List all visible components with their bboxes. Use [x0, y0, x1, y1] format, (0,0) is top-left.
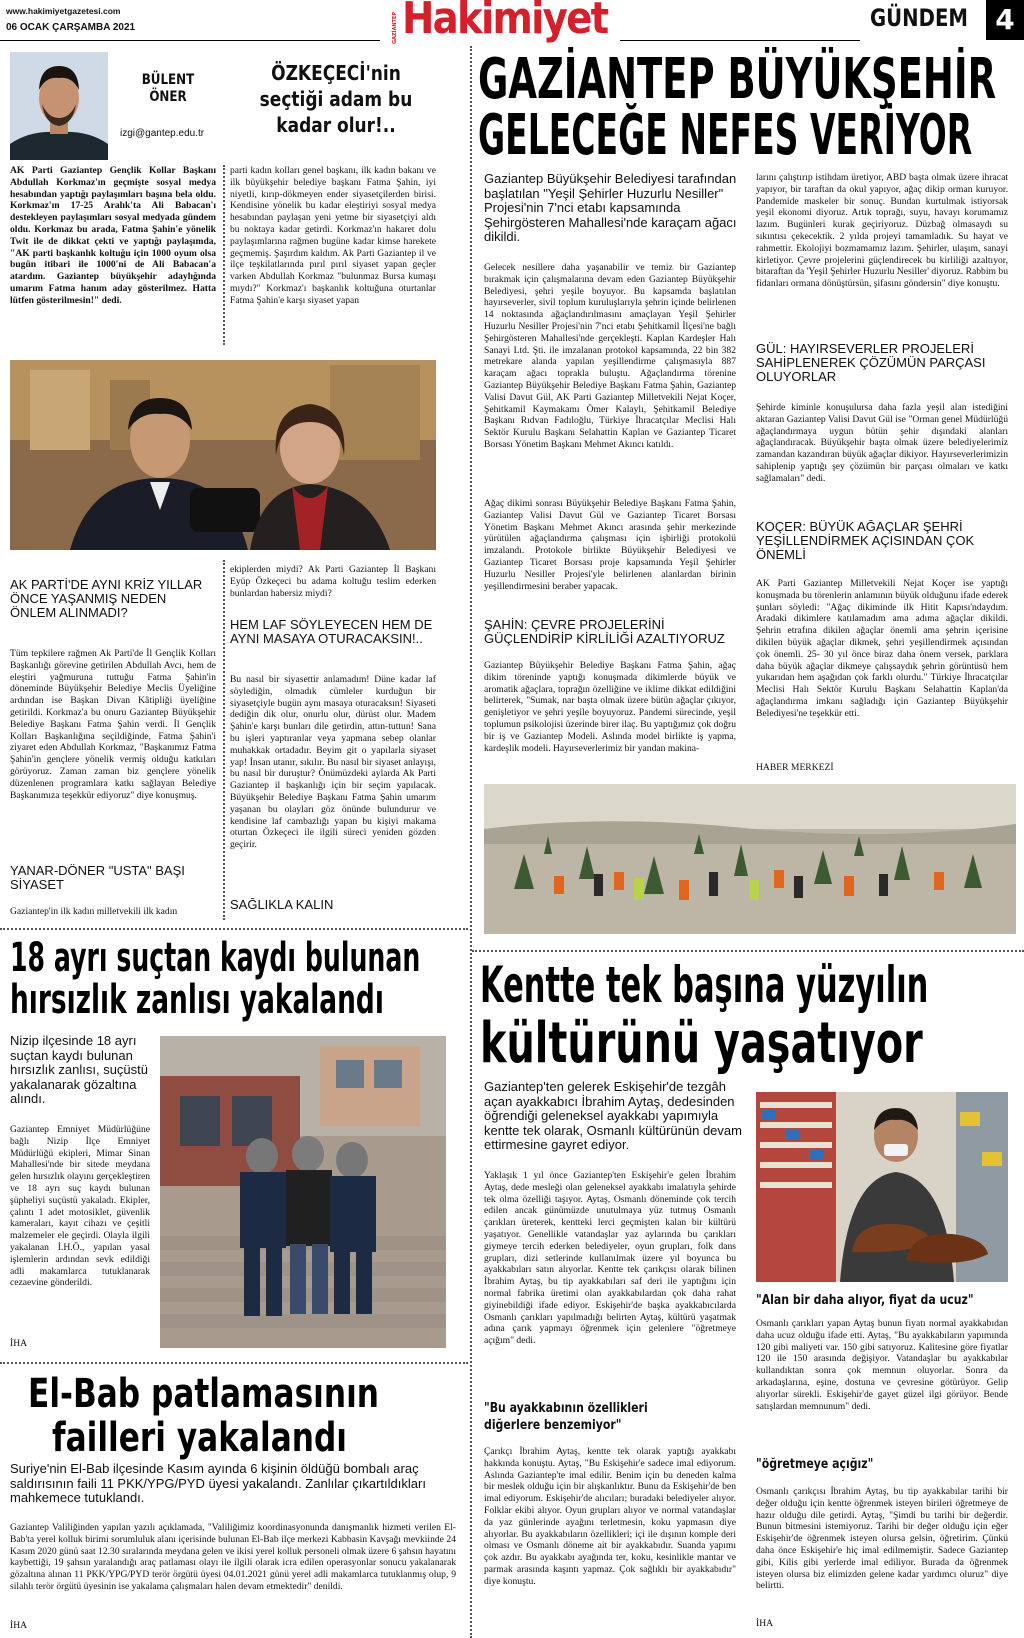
newspaper-logo — [392, 0, 612, 46]
author-email[interactable]: izgi@gantep.edu.tr — [120, 128, 205, 139]
main-headline-1: GAZİANTEP BÜYÜKŞEHİR — [478, 47, 997, 112]
author-first: BÜLENT — [141, 72, 195, 88]
theft-lede: Nizip ilçesinde 18 ayrı suçtan kaydı bulunan hırsızlık zanlısı, suçüstü yakalanarak gözaltına alındı. — [10, 1034, 148, 1107]
column-sign: SAĞLIKLA KALIN — [230, 898, 334, 912]
column-subhead-1: AK PARTİ'DE AYNI KRİZ YILLAR ÖNCE YAŞANMIŞ NEDEN ÖNLEM ALINMADI? — [10, 578, 203, 620]
page-number: 4 — [986, 0, 1024, 40]
bab-headline-1: El-Bab patlamasının — [28, 1371, 379, 1417]
column-photo — [10, 360, 436, 550]
website-url[interactable]: www.hakimiyetgazetesi.com — [6, 6, 121, 16]
main-col1-a: Gelecek nesillere daha yaşanabilir ve temiz bir Gaziantep bırakmak için çalışmalarına devam eden Gaziantep Büyükşehir Belediyesi, şehri yeşile boyuyor. Bu kapsamda başlatılan hayırseverler, sivil toplum kuruluşlarıyla şehrin içinde belirlenen 14 noktasında ağaçlandırılmasını amaçlayan Yeşil Şehirler Huzurlu Nesiller Projesi'nin 7'nci etabı Şehitkamil İlçesi'ne bağlı Şehirgösteren Mahallesi'nde gerçekleşti. Kaplan Kardeşler Halı Sanayi Ltd. Şti. ile imzalanan protokol kapsamında, 22 bin 382 metrekare alanda yapılan yeşillendirme çalışmasıyla 887 karaçam ağacı toprakla buluştu. Ağaçlandırma törenine Gaziantep Büyükşehir Belediye Başkanı Fatma Şahin, Gaziantep Valisi Davut Gül, AK Parti Gaziantep Milletvekili Nejat Koçer, Şehitkamil Kaymakamı Ömer Kalaylı, Şehitkamil Belediye Başkanı Rıdvan Fadıloğlu, Türkiye İhracatçılar Meclisi Halı Sektör Kurulu Başkanı Selahattin Kaplan ve Gaziantep Ticaret Borsası Yönetim Başkanı Mehmet Akıncı katıldı. — [484, 262, 736, 450]
shoe-col2-b: Osmanlı çarıkçısı İbrahim Aytaş, bu tip ayakkabılar tarihi bir değer olduğu için kentte öğrenmek isteyen birileri öğretmeye de hazır olduğu dile getirdi. Aytaş, "Şimdi bu tarihi bir değerdir. Bunun bitmesini istemiyoruz. Tarihi bir değer olduğu için eğer Eskişehir'de öğrenmek isteyen olursa gelsin, öğretirim. Çünkü daha önce Eskişehir'e hiç imal edilmemiştir. Sadece Gaziantep gibi, Kilis gibi yerlerde imal ediliyor. Burada da öğrenmek isteyen olursa biz elimizden gelene kadar yardımcı oluruz" diye belirtti. — [756, 1486, 1008, 1592]
main-col1-c: Gaziantep Büyükşehir Belediye Başkanı Fatma Şahin, ağaç dikim töreninde yaptığı konuşmada dikimlerde büyük ve aromatik ağaçlara, toprağın özelliğine ve iklime dikkat edildiğini belirterek, "Sumak, nar başta olmak üzere bütün ağaçlar çıkıyor, genişletiyor ve şehri yeşile boyuyoruz. Pandemi sürecinde, yeşil toplumun psikolojisi üzerinde birer ilaç. Bu yaptığımız çok doğru bir iş ve Gaziantep Modeli. Aslında model birlikte iş yapma, kardeşlik modeli. Hayırseverlerimiz bir yandan makina- — [484, 660, 736, 754]
shoe-photo — [756, 1092, 1008, 1282]
bab-headline-2: failleri yakalandı — [52, 1415, 347, 1461]
column-text-top-right: parti kadın kolları genel başkanı, ilk kadın bakanı ve ilk büyükşehir belediye başkanı Fatma Şahin, iyi niyetli, kırıp-dökmeyen ender siyasetçilerden birisi. Kendisine yönelik bu kadar eleştiriyi sosyal medya hesabından paylaşan yeni yetme bir siyasetçiyi aldı bu noktaya kadar getirdi. Korkmaz'ın hakaret dolu paylaşımlarına rağmen bugüne kadar kimse harekete geçmemiş. Şaşırdım kaldım. Ak Parti Gaziantep il ve ilçe teşkilatlarında pırıl pırıl siyaset yapan geçler varken Abdullah Korkmaz "bulunmaz Bursa kumaşı mıydı?" Korkmaz'ı başkanlık koltuğuna oturtanlar Fatma Şahin'e karşı siyaset yapan — [230, 165, 436, 306]
issue-date: 06 OCAK ÇARŞAMBA 2021 — [6, 22, 136, 33]
theft-photo — [160, 1036, 446, 1348]
column-text-left: Tüm tepkilere rağmen Ak Parti'de İl Gençlik Kolları Başkanlığı görevine getirilen Abdullah Avcı, hem de eleştiri yağmuruna tuttuğu Fatma Şahin'in döneminde Büyükşehir Belediye Meclis Üyeliğine ardından ise Başkan Divan Kâtipliği üyeliğine getirildi. Korkmaz'a bu onuru Gaziantep Büyükşehir Belediye Başkanı Fatma Şahin verdi. İl Gençlik Kolları Başkanlığına seçildiğinde, Fatma Şahin'i ziyaret eden Abdullah Korkmaz, "Başkanımız Fatma Şahin'in gençlere yönelik vermiş olduğu katkıları görüyoruz. Zaman zaman biz gençlere yönelik düzenlenen programlara katkı sağlayan Belediye Başkanımıza teşekkür ediyoruz" diye konuşmuş. — [10, 648, 216, 801]
shoe-col1-a: Yaklaşık 1 yıl önce Gaziantep'ten Eskişehir'e gelen İbrahim Aytaş, dede mesleği olan geleneksel ayakkabı imalatıyla şehirde tek olma özelliği taşıyor. Aytaş, Osmanlı döneminde çok tercih edilen ancak günümüzde unutulmaya yüz tutmuş Osmanlı çarıkları üreterek, kentteki lerci geçmişten kalan bir kültürü yaşatıyor. Genellikle vatandaşlar yaz aylarında bu çarıkları giymeye tercih ederken belediyeler, oyun grupları, folk dans grupları, dizi setlerinde kullanılmak üzere yıl boyunca bu ayakkabıları satın alıyorlar. Kentte tek çarıkçısı olarak bilinen İbrahim Aytaş, bu tip ayakkabıları saf deri ile yaptığını için normal fabrika üretimi olan ayakkabılardan çok daha rahat giyinebildiği ifade ediyor. Eskişehir'de başka ayakkabıcılarda Osmanlı çarıkları yapılmadığı belirten Aytaş, kültürü yaşatmak adına çarık yapmayı öğrenmek için gelenlere "öğretmeye açığım" dedi. — [484, 1170, 736, 1347]
main-subhead-2: GÜL: HAYIRSEVERLER PROJELERİ SAHİPLENEREK ÇÖZÜMÜN PARÇASI OLUYORLAR — [756, 342, 986, 384]
main-headline-2: GELECEĞE NEFES VERİYOR — [478, 103, 973, 168]
column-title: ÖZKEÇECİ'nin seçtiği adam bu kadar olur!.. — [259, 61, 413, 137]
shoe-col2-a: Osmanlı çarıkları yapan Aytaş bunun fiyatı normal ayakkabıdan daha ucuz olduğu ifade etti. Aytaş, "Bu ayakkabıların yapımında 120 gibi maliyeti var. 150 gibi satıyoruz. Kalitesine göre fiyatlar 120 ile 150 arasında değişiyor. Vatandaşlar bu ayakkabılar kullandıktan sonra çok memnun oluyorlar. Sonra da arkadaşlarına, eşine, dostuna ve çevresine götürüyor. Gelip alıyorlar sürekli. Eskişehir'de gayet güzel ilgi görüyor. Bende satışlardan memnunum" dedi. — [756, 1318, 1008, 1412]
theft-credit: İHA — [10, 1338, 28, 1349]
column-text-right-a: ekiplerden miydi? Ak Parti Gaziantep İl Başkanı Eyüp Özkeçeci bu adama koltuğu teslim ederken bunlardan habersiz miydi? — [230, 564, 436, 599]
theft-headline-2: hırsızlık zanlısı yakalandı — [10, 977, 384, 1023]
main-col2-b: Şehirde kiminle konuşulursa daha fazla yeşil alan istediğini aktaran Gaziantep Valisi Davut Gül ise "Orman genel Müdürlüğü ağaçlandırmaya uygun bütün şehir dışındaki alanları ağaçlandıracak. Büyükşehir başta olmak üzere belediyelerimiz zamandan kazandıran büyük ağaçlar dikiyor. Hayırseverlerimizin sahiplenip yaptığı şey çözümün bir parçası olmaları ve katkı sağlamaları" dedi. — [756, 402, 1008, 484]
column-text-left-end: Gaziantep'in ilk kadın milletvekili ilk kadın — [10, 906, 178, 917]
logo-small-text: GAZİANTEP — [392, 12, 398, 45]
author-last: ÖNER — [149, 89, 187, 105]
shoe-subhead-1: "Bu ayakkabının özellikleri diğerlere benzemiyor" — [484, 1401, 648, 1433]
main-col2-a: larını çalıştırıp istihdam üretiyor, ABD başta olmak üzere ihracat yapıyor, bir taraftan da okul yapıyor, ağaç dikip orman kuruyor. Pandemide maskeler bir sonuç. Bundan kurtulmak istiyorsak yeşil ekonomi diyoruz. Artık toprağı, suyu, havayı korumamız lazım. Bugünleri kurak geçiriyoruz. Düzbağ olmasaydı su sıkıntısı çekecektik. 2 yılda projeyi tamamladık. Su hayat ve rahmettir. Ekolojiyi bozmamamız lazım. Şehirler, ulaşım, sanayi kirletiyor. Çevre projelerini güçlendirecek bu kirliliği azaltıyor, bitaraftan da 'Yeşil Şehirler Huzurlu Nesiller' diyoruz. Rabbim bu fidanları ormana dönüştürsün, şifasını göndersin" diye konuştu. — [756, 172, 1008, 290]
theft-headline-1: 18 ayrı suçtan kaydı bulunan — [10, 935, 421, 981]
shoe-subhead-2: "Alan bir daha alıyor, fiyat da ucuz" — [756, 1293, 974, 1308]
column-intro: AK Parti Gaziantep Gençlik Kollar Başkanı Abdullah Korkmaz'ın geçmişte sosyal medya hesabından yaptığı paylaşımları başına bela oldu. Korkmaz'ın 17-25 Aralık'ta Ali Babacan'ı destekleyen paylaşımları sosyal medyada gündem oldu. Korkmaz bu arada, Fatma Şahin'e yönelik Twit ile de dikkat çekti ve yaptığı paylaşımda, "AK parti başkanlık koltuğu için 1000 oyum olsa bugün itibari ile 1000'ni de Ali Babacan'a atardım. Gaziantep büyükşehir adaylığında umarım Fatma hanım aday gösterilmez. Hatta lütfen gösterilmesin!" dedi. — [10, 165, 216, 306]
shoe-headline-1: Kentte tek başına yüzyılın — [480, 956, 929, 1014]
main-subhead-3: KOÇER: BÜYÜK AĞAÇLAR ŞEHRİ YEŞİLLENDİRMEK AÇISINDAN ÇOK ÖNEMLİ — [756, 520, 975, 562]
author-photo — [10, 52, 108, 160]
bab-body: Gaziantep Valiliğinden yapılan yazılı açıklamada, "Valiliğimiz koordinasyonunda danışmanlık hizmeti verilen El-Bab'ta yerel kolluk birimi sorumluluk alanı içerisinde bulunan El-Bab ilçe merkezi Kabbasin Kavşağı mevkiinde 24 Kasım 2020 günü saat 12.30 sıralarında meydana gelen ve ikisi yerel kolluk personeli olmak üzere 6 şahsın hayatını kaybettiği, 19 şahsın yaralandığı araç patlaması olayı ile ilgili olarak icra edilen operasyonlar sonucu yakalanarak gözaltına alınan 11 PKK/YPG/PYD terör örgütü üyesi 04.01.2021 günü yerel adli makamlarca tutuklanmış olup, 9 silahlı terör örgütü üyesinin ise yakalama çalışmaları halen devam etmektedir" denildi. — [10, 1522, 456, 1592]
tree-planting-photo — [484, 784, 1016, 934]
bab-lede: Suriye'nin El-Bab ilçesinde Kasım ayında 6 kişinin öldüğü bombalı araç saldırısının faili 11 PKK/YPG/PYD üyesi yakalandı. Zanlılar çıkartıldıkları mahkemece tutuklandı. — [10, 1462, 426, 1506]
main-credit: HABER MERKEZİ — [756, 762, 834, 773]
bab-credit: İHA — [10, 1620, 28, 1631]
shoe-col1-b: Çarıkçı İbrahim Aytaş, kentte tek olarak yaptığı ayakkabı hakkında konuştu. Aytaş, "Bu Eskişehir'e sadece imal ediyorum. Aslında Gaziantep'te imal edilir. Benim için bu deneden kalma bir meslek olduğu için bir alışkanlıktır. Bunu da Eskişehir'de ben imal ediyorum. Eskişehir'de alıcıları; buradaki belediyeler alıyor. Folklar ekibi alıyor. Oyun grupları alıyor ve normal vatandaşlar da yaz günlerinde ayağını terletmesin, koku yapmasın diye alıyorlar. Bu ayakkabıların özellikleri; içi ile dışının komple deri olması ve Osmanlı döneme ait bir ayakkabıdır. Suanda yapımı çok azdır. Bu ayakkabı ayağında ter, koku, kesinlikle mantar ve parmak arasında kaşıntı yapmaz. Çok sağlıklı bir ayakkabıdır" diye konuştu. — [484, 1446, 736, 1587]
shoe-credit: İHA — [756, 1618, 774, 1629]
main-subhead-1: ŞAHİN: ÇEVRE PROJELERİNİ GÜÇLENDİRİP KİRLİLİĞİ AZALTIYORUZ — [484, 618, 725, 646]
logo-text: Hakimiyet — [402, 0, 608, 44]
column-subhead-2: YANAR-DÖNER "USTA" BAŞI SİYASET — [10, 864, 185, 892]
shoe-headline-2: kültürünü yaşatıyor — [480, 1011, 923, 1076]
section-name: GÜNDEM — [870, 4, 968, 32]
shoe-lede: Gaziantep'ten gelerek Eskişehir'de tezgâh açan ayakkabıcı İbrahim Aytaş, dedesinden öğrendiği geleneksel ayakkabı yapımıyla kentte tek olarak, Osmanlı kültürünün devam ettirmesine gayret ediyor. — [484, 1080, 742, 1153]
author-name — [126, 72, 211, 106]
theft-body: Gaziantep Emniyet Müdürlüğüne bağlı Nizip İlçe Emniyet Müdürlüğü ekipleri, Mimar Sinan Mahallesi'nde bir sitede meydana gelen hırsızlık olayını gerçekleştiren ve 18 ayrı suç kaydı bulunan şüpheliyi suçüstü yakaladı. Ekipler, çalıntı 1 adet motosiklet, güvenlik kameraları, kayıt cihazı ve çeşitli malzemeler ele geçirdi. Olayla ilgili yakalanan İ.H.Ö., yapılan yasal işlemlerin ardından sevk edildiği adli makamlarca tutuklanarak cezaevine gönderildi. — [10, 1124, 150, 1289]
main-col2-c: AK Parti Gaziantep Milletvekili Nejat Koçer ise yaptığı konuşmada bu törenlerin anlamının büyük olduğunu ifade ederek şunları söyledi: "Ağaç dikiminde ilk Hitit Kapısı'ndaydım. Aradaki dikimlere katılamadım ama adıma ağaçlar dikildi. Şehrin etrafına dikilen ağaçlar önemli ama şehrin içerisine dikilen büyük ağaçlar dikmek, şehri yeşillendirmek açısından çok önemli. 25- 30 yıl önce biraz daha önem versek, parklara daha büyük ağaçlar dikmeye çalışsaydık şehrin görüntüsü hem yukarıdan hem aşağıdan çok farklı olurdu." Türkiye İhracatçılar Meclisi Halı Sektör Kurulu Başkanı Selahattin Kaplan'da ağaçlandırma imkanı sağladığı için Gaziantep Büyükşehir Belediyesi'ne teşekkür etti. — [756, 578, 1008, 719]
main-col1-b: Ağaç dikimi sonrası Büyükşehir Belediye Başkanı Fatma Şahin, Gaziantep Valisi Davut Gül ve Gaziantep Ticaret Borsası Yönetim Başkanı Mehmet Akıncı arasında şehir merkezinde yürütülen ağaçlandırma çalışması için işbirliği protokolü imzalandı. Protokole birlikte Büyükşehir Belediyesi ve Gaziantep Ticaret Borsası proje kapsamında Yeşil Şehirler Huzurlu Nesiller Projesi'yle belirlenen alanlardan birinin yeşillendirmesini beraber yapacak. — [484, 498, 736, 592]
main-lede: Gaziantep Büyükşehir Belediyesi tarafından başlatılan "Yeşil Şehirler Huzurlu Nesiller" Projesi'nin 7'nci etabı kapsamında Şehirgösteren Mahallesi'nde karaçam ağacı dikildi. — [484, 172, 737, 245]
shoe-subhead-3: "öğretmeye açığız" — [756, 1457, 874, 1472]
column-subhead-3: HEM LAF SÖYLEYECEN HEM DE AYNI MASAYA OTURACAKSIN!.. — [230, 618, 433, 646]
column-text-right-b: Bu nasıl bir siyasettir anlamadım! Düne kadar laf söylediğin, olmadık cümleler kurduğun bir siyasetçiyle bugün aynı masaya oturacaksın! Siyaseti dediğin dik olur, onurlu olur, dürüst olur. Madem Şahin'e karşı bunları dile getirdin, attın-tuttun! Sana bu işleri yaptıranlar veya yapmana sebep olanlar muhakkak ortadadır. Beyim git o yapılarla siyaset yap! İnsan utanır, sıkılır. Bu nasıl bir siyaset anlayışı, bu nasıl bir duruştur? Önümüzdeki aylarda Ak Parti Gaziantep il başkanlığı için bir seçim yapılacak. Büyükşehir Belediye Başkanı Fatma Şahin umarım yaşanan bu olayları göz önünde bulundurur ve kendisine laf cambazlığı yapan bu kişiyi makama oturtan Özkeçeci ile ilgili süreci yeniden gözden geçirir. — [230, 674, 436, 851]
